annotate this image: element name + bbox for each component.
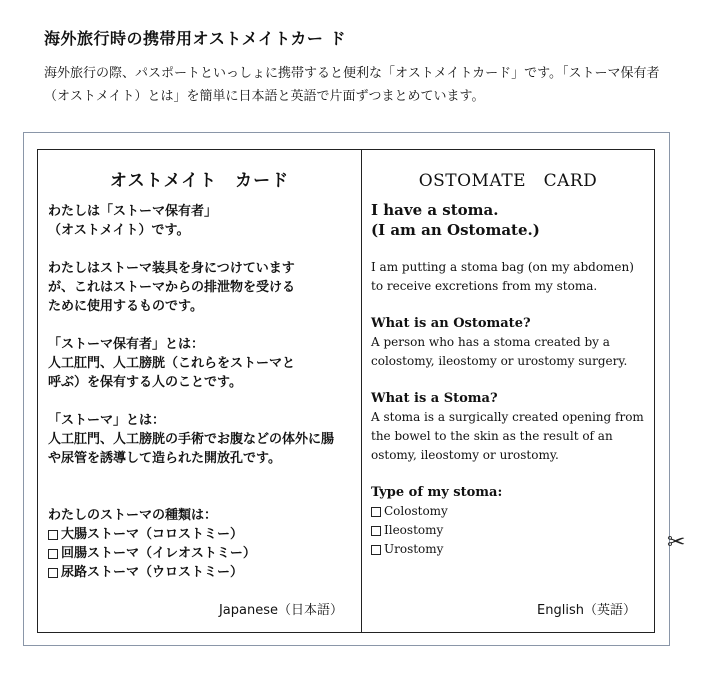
jp-stoma-type-block — [48, 506, 358, 582]
en-option-urostomy[interactable] — [371, 540, 649, 559]
checkbox-icon[interactable] — [48, 549, 58, 559]
en-card-body — [371, 200, 649, 559]
en-ostomate-definition — [371, 314, 649, 371]
checkbox-icon[interactable] — [48, 568, 58, 578]
checkbox-icon[interactable] — [371, 507, 381, 517]
en-stoma-type-heading: Type of my stoma: — [371, 485, 503, 500]
jp-option-urostomy[interactable] — [48, 563, 358, 582]
en-stoma-type-block — [371, 483, 649, 559]
card-panel-japanese — [38, 150, 362, 632]
scissors-icon: ✂ — [667, 530, 686, 555]
en-option-label: Colostomy — [384, 504, 448, 518]
checkbox-icon[interactable] — [371, 545, 381, 555]
checkbox-icon[interactable] — [48, 530, 58, 540]
en-lead-statement: I have a stoma. (I am an Ostomate.) — [371, 201, 540, 239]
jp-option-colostomy[interactable] — [48, 525, 358, 544]
jp-option-label: 大腸ストーマ（コロストミー） — [61, 527, 244, 542]
en-option-label: Ileostomy — [384, 523, 444, 537]
en-answer-stoma: A stoma is a surgically created opening from the bowel to the skin as the result of an ostomy, ileostomy or urostomy. — [371, 410, 644, 462]
en-option-colostomy[interactable] — [371, 502, 649, 521]
en-answer-ostomate: A person who has a stoma created by a colostomy, ileostomy or urostomy surgery. — [371, 335, 628, 368]
jp-option-label: 尿路ストーマ（ウロストミー） — [61, 565, 244, 580]
jp-paragraph-1: わたしは「ストーマ保有者」 （オストメイト）です。 — [48, 204, 218, 238]
jp-language-label: Japanese（日本語） — [218, 603, 343, 618]
ostomate-card — [37, 149, 655, 633]
jp-stoma-type-heading: わたしのストーマの種類は： — [48, 508, 218, 523]
en-stoma-definition — [371, 389, 649, 465]
jp-paragraph-4: 「ストーマ」とは： 人工肛門、人工膀胱の手術でお腹などの体外に腸 や尿管を誘導して造られた開放孔です。 — [48, 413, 335, 466]
en-card-title: OSTOMATE CARD — [418, 171, 598, 191]
jp-card-title: オストメイト カード — [109, 171, 290, 191]
en-paragraph-1: I am putting a stoma bag (on my abdomen) to receive excretions from my stoma. — [371, 260, 634, 293]
intro-text: 海外旅行の際、パスポートといっしょに携帯すると便利な「オストメイトカード」です。「ストーマ保有者（オストメイト）とは」を簡単に日本語と英語で片面ずつまとめています。 — [44, 66, 660, 104]
en-option-ileostomy[interactable] — [371, 521, 649, 540]
en-option-label: Urostomy — [384, 542, 444, 556]
en-question-stoma: What is a Stoma? — [371, 391, 498, 406]
jp-card-body — [48, 202, 358, 582]
jp-paragraph-3: 「ストーマ保有者」とは： 人工肛門、人工膀胱（これらをストーマと 呼ぶ）を保有する人のことです。 — [48, 337, 296, 390]
jp-option-ileostomy[interactable] — [48, 544, 358, 563]
jp-option-label: 回腸ストーマ（イレオストミー） — [61, 546, 256, 561]
jp-paragraph-2: わたしはストーマ装具を身につけています が、これはストーマからの排泄物を受ける ために使用するものです。 — [48, 261, 296, 314]
en-question-ostomate: What is an Ostomate? — [371, 316, 531, 331]
en-language-label: English（英語） — [537, 603, 636, 618]
page-title: 海外旅行時の携帯用オストメイトカー ド — [44, 29, 346, 48]
card-panel-english — [362, 150, 654, 632]
checkbox-icon[interactable] — [371, 526, 381, 536]
